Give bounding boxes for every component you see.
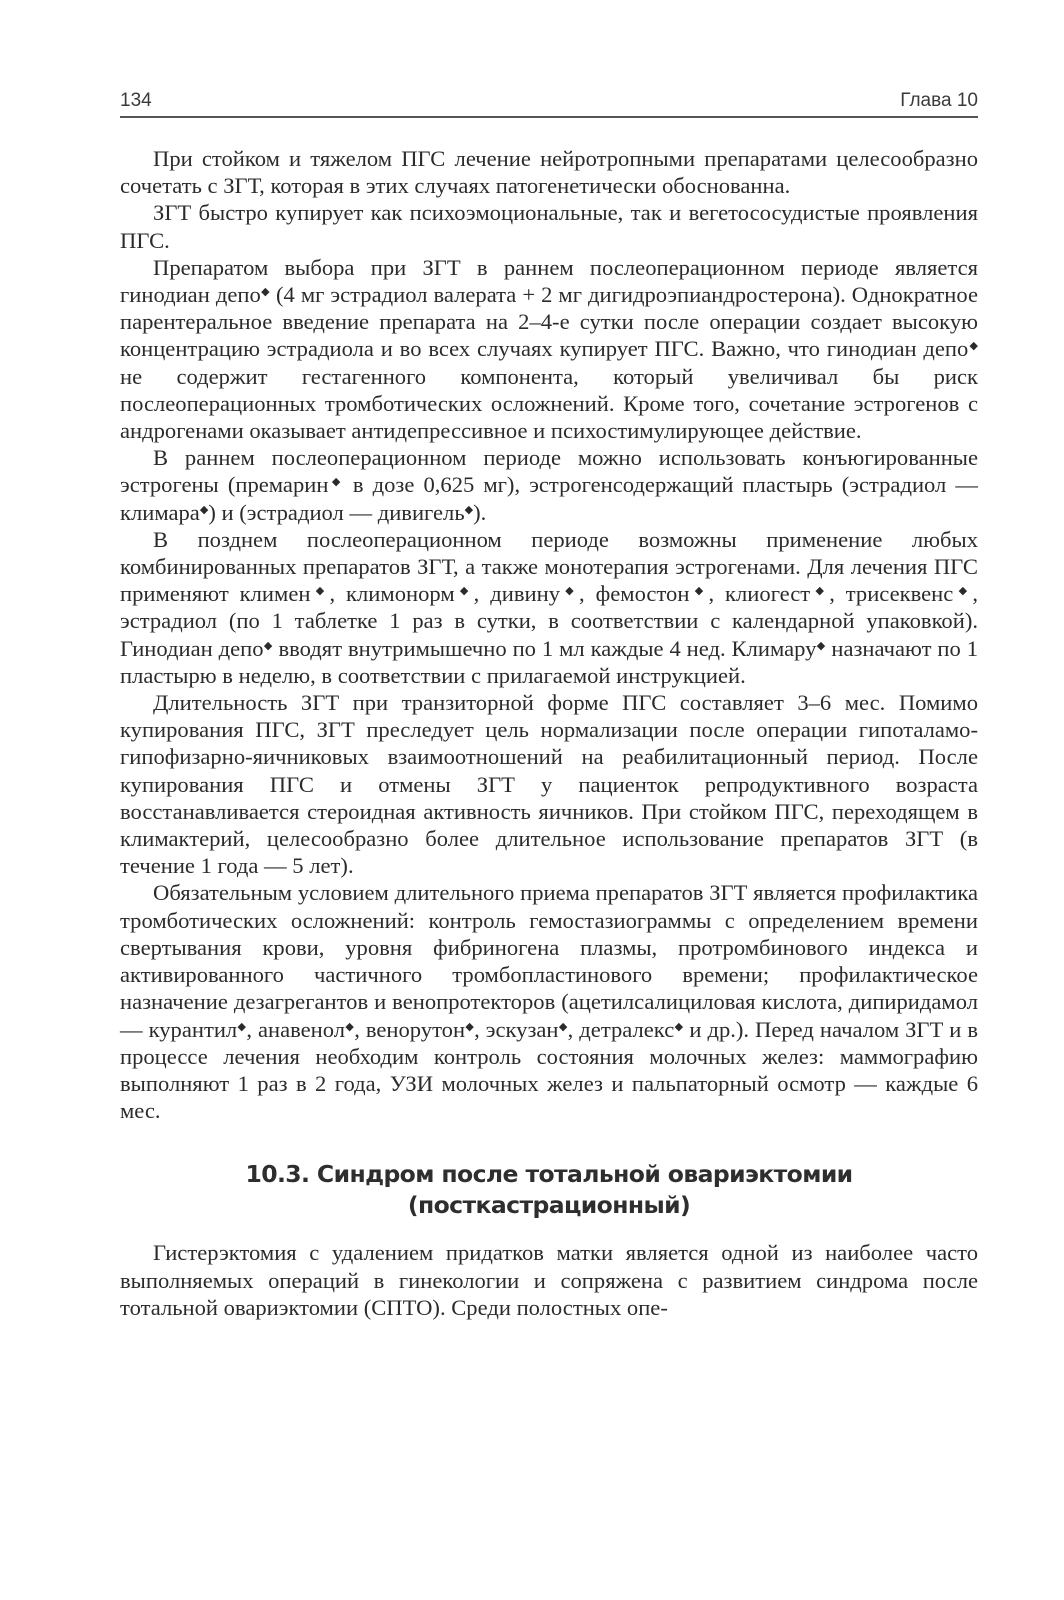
registered-mark-icon: ◆ [560,585,580,598]
book-page [120,86,978,1321]
registered-mark-icon: ◆ [260,286,270,299]
registered-mark-icon: ◆ [810,585,830,598]
registered-mark-icon: ◆ [674,1020,684,1033]
section-heading-line: (посткастрационный) [407,1191,691,1220]
paragraph: Гистерэктомия с удалением придатков матки является одной из наиболее часто выполняемых операций в гинекологии и сопряжена с развитием синдрома после тотальной овариэктомии (СПТО). Среди полостных опе- [120,1240,978,1320]
registered-mark-icon: ◆ [968,340,978,353]
paragraph: Длительность ЗГТ при транзиторной форме ПГС составляет 3–6 мес. Помимо купирования ПГС, ЗГТ преследует цель нормализации после операции гипоталамо-гипофизарно-яичниковых взаимоотношений на реабилитационный период. После купирования ПГС и отмены ЗГТ у пациенток репродуктивного возраста восстанавливается стероидная активность яичников. При стойком ПГС, переходящем в климактерий, целесообразно более длительное использование препаратов ЗГТ (в течение 1 года — 5 лет). [120,690,978,879]
registered-mark-icon: ◆ [953,585,973,598]
paragraph: В позднем послеоперационном периоде возможны применение любых комбинированных препаратов ЗГТ, а также монотерапия эстрогенами. Для лечения ПГС применяют климен◆, климонорм◆, дивину◆, фемостон◆, клиогест◆, трисеквенс◆, эстрадиол (по 1 таблетке 1 раз в сутки, в соответствии с календарной упаковкой). Гинодиан депо◆ вводят внутримышечно по 1 мл каждые 4 нед. Климару◆ назначают по 1 пластырю в неделю, в соответствии с прилагаемой инструкцией. [120,526,978,688]
header-rule [120,116,978,118]
registered-mark-icon: ◆ [464,503,474,516]
registered-mark-icon: ◆ [454,585,474,598]
chapter-label: Глава 10 [900,90,978,111]
page-number: 134 [120,90,152,111]
registered-mark-icon: ◆ [345,1020,355,1033]
registered-mark-icon: ◆ [237,1020,247,1033]
registered-mark-icon: ◆ [310,585,330,598]
registered-mark-icon: ◆ [263,639,273,652]
paragraph: Обязательным условием длительного приема препаратов ЗГТ является профилактика тромботических осложнений: контроль гемостазиограммы с определением времени свертывания крови, уровня фибриногена плазмы, протромбинового индекса и активированного частичного тромбопластинового времени; профилактическое назначение дезагрегантов и венопротекторов (ацетилсалициловая кислота, дипиридамол — курантил◆, анавенол◆, венорутон◆, эскузан◆, детралекс◆ и др.). Перед началом ЗГТ и в процессе лечения необходим контроль состояния молочных желез: маммографию выполняют 1 раз в 2 года, УЗИ молочных желез и пальпаторный осмотр — каждые 6 мес. [120,880,979,1124]
paragraph: При стойком и тяжелом ПГС лечение нейротропными препаратами целесообразно сочетать с ЗГТ, которая в этих случаях патогенетически обоснованна. [120,146,978,199]
section-heading-line: 10.3. Синдром после тотальной овариэктомии [245,1160,853,1189]
registered-mark-icon: ◆ [199,503,209,516]
registered-mark-icon: ◆ [558,1020,568,1033]
registered-mark-icon: ◆ [465,1020,475,1033]
running-head [120,86,978,112]
paragraph: ЗГТ быстро купирует как психоэмоциональные, так и вегетососудистые проявления ПГС. [120,200,978,253]
registered-mark-icon: ◆ [689,585,709,598]
section-heading [120,1159,978,1221]
paragraph: В раннем послеоперационном периоде можно использовать конъюгированные эстрогены (премарин◆ в дозе 0,625 мг), эстрогенсодержащий пластырь (эстрадиол — климара◆) и (эстрадиол — дивигель◆). [120,445,978,525]
registered-mark-icon: ◆ [816,639,826,652]
registered-mark-icon: ◆ [328,476,344,489]
paragraph: Препаратом выбора при ЗГТ в раннем послеоперационном периоде является гинодиан депо◆ (4 мг эстрадиол валерата + 2 мг дигидроэпиандростерона). Однократное парентеральное введение препарата на 2–4-е сутки после операции создает высокую концентрацию эстрадиола и во всех случаях купирует ПГС. Важно, что гинодиан депо◆ не содержит гестагенного компонента, который увеличивал бы риск послеоперационных тромботических осложнений. Кроме того, сочетание эстрогенов с андрогенами оказывает антидепрессивное и психостимулирующее действие. [120,254,978,444]
body-text [120,145,978,1321]
